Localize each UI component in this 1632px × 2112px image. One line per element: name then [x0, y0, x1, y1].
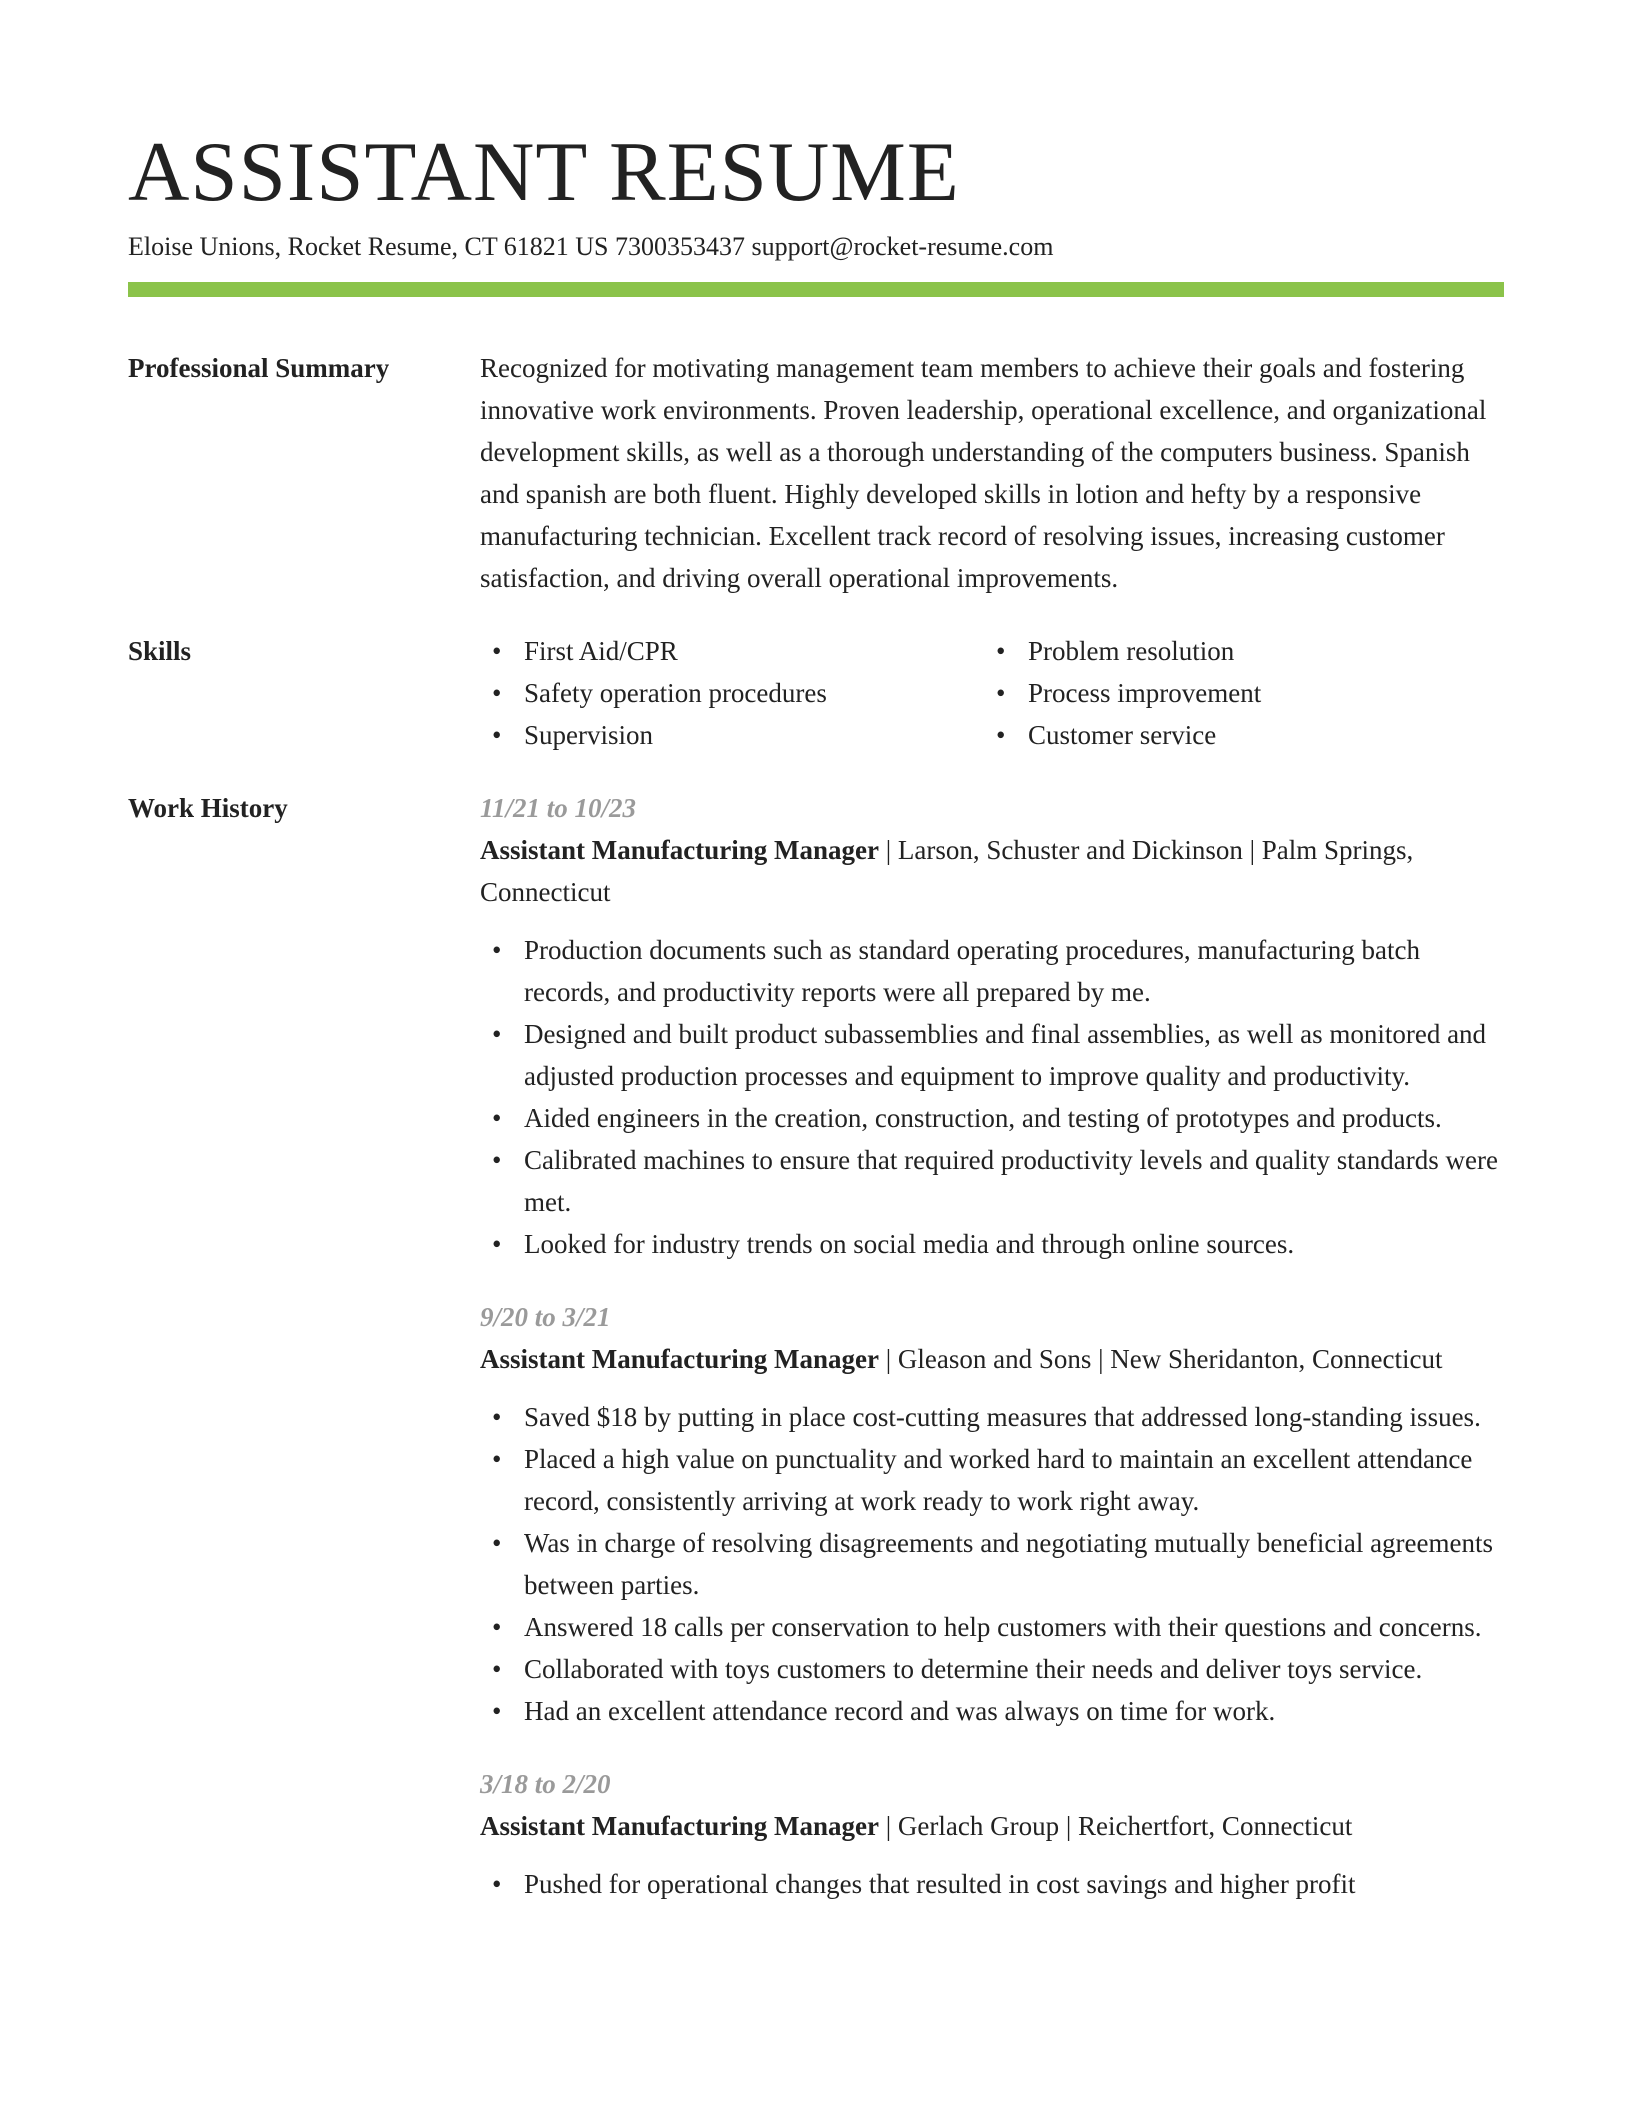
job-bullet: • Pushed for operational changes that resulted in cost savings and higher profit	[480, 1863, 1504, 1905]
skills-section	[128, 630, 1504, 756]
work-history-body	[480, 787, 1504, 1936]
job-dates: 3/18 to 2/20	[480, 1769, 611, 1799]
skill-item: • Supervision	[480, 714, 984, 756]
job-details: | Gerlach Group | Reichertfort, Connecticut	[879, 1811, 1353, 1841]
summary-text: Recognized for motivating management team members to achieve their goals and fostering innovative work environments. Proven leadership, operational excellence, and organizational development skills, as well as a thorough understanding of the computers business. Spanish and spanish are both fluent. Highly developed skills in lotion and hefty by a responsive manufacturing technician. Excellent track record of resolving issues, increasing customer satisfaction, and driving overall operational improvements.	[480, 353, 1487, 593]
job-bullet: • Was in charge of resolving disagreements and negotiating mutually beneficial agreements between parties.	[480, 1522, 1504, 1606]
skills-column-left	[480, 630, 984, 756]
header-divider	[128, 282, 1504, 297]
section-title: Professional Summary	[128, 353, 390, 383]
skill-item: • Customer service	[984, 714, 1488, 756]
professional-summary-section	[128, 347, 1504, 599]
job-title: Assistant Manufacturing Manager	[480, 1344, 879, 1374]
job-heading	[480, 1338, 1504, 1380]
job-details: | Larson, Schuster and Dickinson | Palm Springs, Connecticut	[480, 835, 1414, 907]
job-heading	[480, 1805, 1504, 1847]
contact-name: Eloise Unions,	[128, 232, 282, 261]
skill-item: • Safety operation procedures	[480, 672, 984, 714]
job-details: | Gleason and Sons | New Sheridanton, Connecticut	[879, 1344, 1443, 1374]
skills-grid	[480, 630, 1504, 756]
job-dates: 9/20 to 3/21	[480, 1302, 611, 1332]
skill-item: • Process improvement	[984, 672, 1488, 714]
job-bullet: • Aided engineers in the creation, construction, and testing of prototypes and products.	[480, 1097, 1504, 1139]
contact-line	[128, 230, 1504, 264]
skills-column-right	[984, 630, 1488, 756]
job-entry	[480, 1296, 1504, 1732]
job-bullet: • Production documents such as standard operating procedures, manufacturing batch records, and productivity reports were all prepared by me.	[480, 929, 1504, 1013]
job-bullets	[480, 1863, 1504, 1905]
job-title: Assistant Manufacturing Manager	[480, 835, 879, 865]
job-bullet: • Placed a high value on punctuality and worked hard to maintain an excellent attendance record, consistently arriving at work ready to work right away.	[480, 1438, 1504, 1522]
job-bullets	[480, 929, 1504, 1265]
job-bullets	[480, 1396, 1504, 1732]
skill-item: • Problem resolution	[984, 630, 1488, 672]
job-bullet: • Designed and built product subassemblies and final assemblies, as well as monitored and adjusted production processes and equipment to improve quality and productivity.	[480, 1013, 1504, 1097]
job-entry	[480, 1763, 1504, 1905]
resume-title: ASSISTANT RESUME	[128, 125, 960, 219]
job-bullet: • Looked for industry trends on social media and through online sources.	[480, 1223, 1504, 1265]
job-entry	[480, 787, 1504, 1265]
job-bullet: • Saved $18 by putting in place cost-cutting measures that addressed long-standing issues.	[480, 1396, 1504, 1438]
job-heading	[480, 829, 1504, 913]
section-title: Skills	[128, 636, 192, 666]
skill-item: • First Aid/CPR	[480, 630, 984, 672]
job-bullet: • Answered 18 calls per conservation to help customers with their questions and concerns.	[480, 1606, 1504, 1648]
job-bullet: • Had an excellent attendance record and was always on time for work.	[480, 1690, 1504, 1732]
job-title: Assistant Manufacturing Manager	[480, 1811, 879, 1841]
contact-phone: 7300353437	[615, 232, 746, 261]
contact-email: support@rocket-resume.com	[751, 232, 1054, 261]
job-bullet: • Collaborated with toys customers to determine their needs and deliver toys service.	[480, 1648, 1504, 1690]
contact-location: CT 61821 US	[464, 232, 609, 261]
section-title: Work History	[128, 793, 288, 823]
contact-company: Rocket Resume,	[287, 232, 459, 261]
job-dates: 11/21 to 10/23	[480, 793, 637, 823]
job-bullet: • Calibrated machines to ensure that required productivity levels and quality standards were met.	[480, 1139, 1504, 1223]
work-history-section	[128, 787, 1504, 1936]
